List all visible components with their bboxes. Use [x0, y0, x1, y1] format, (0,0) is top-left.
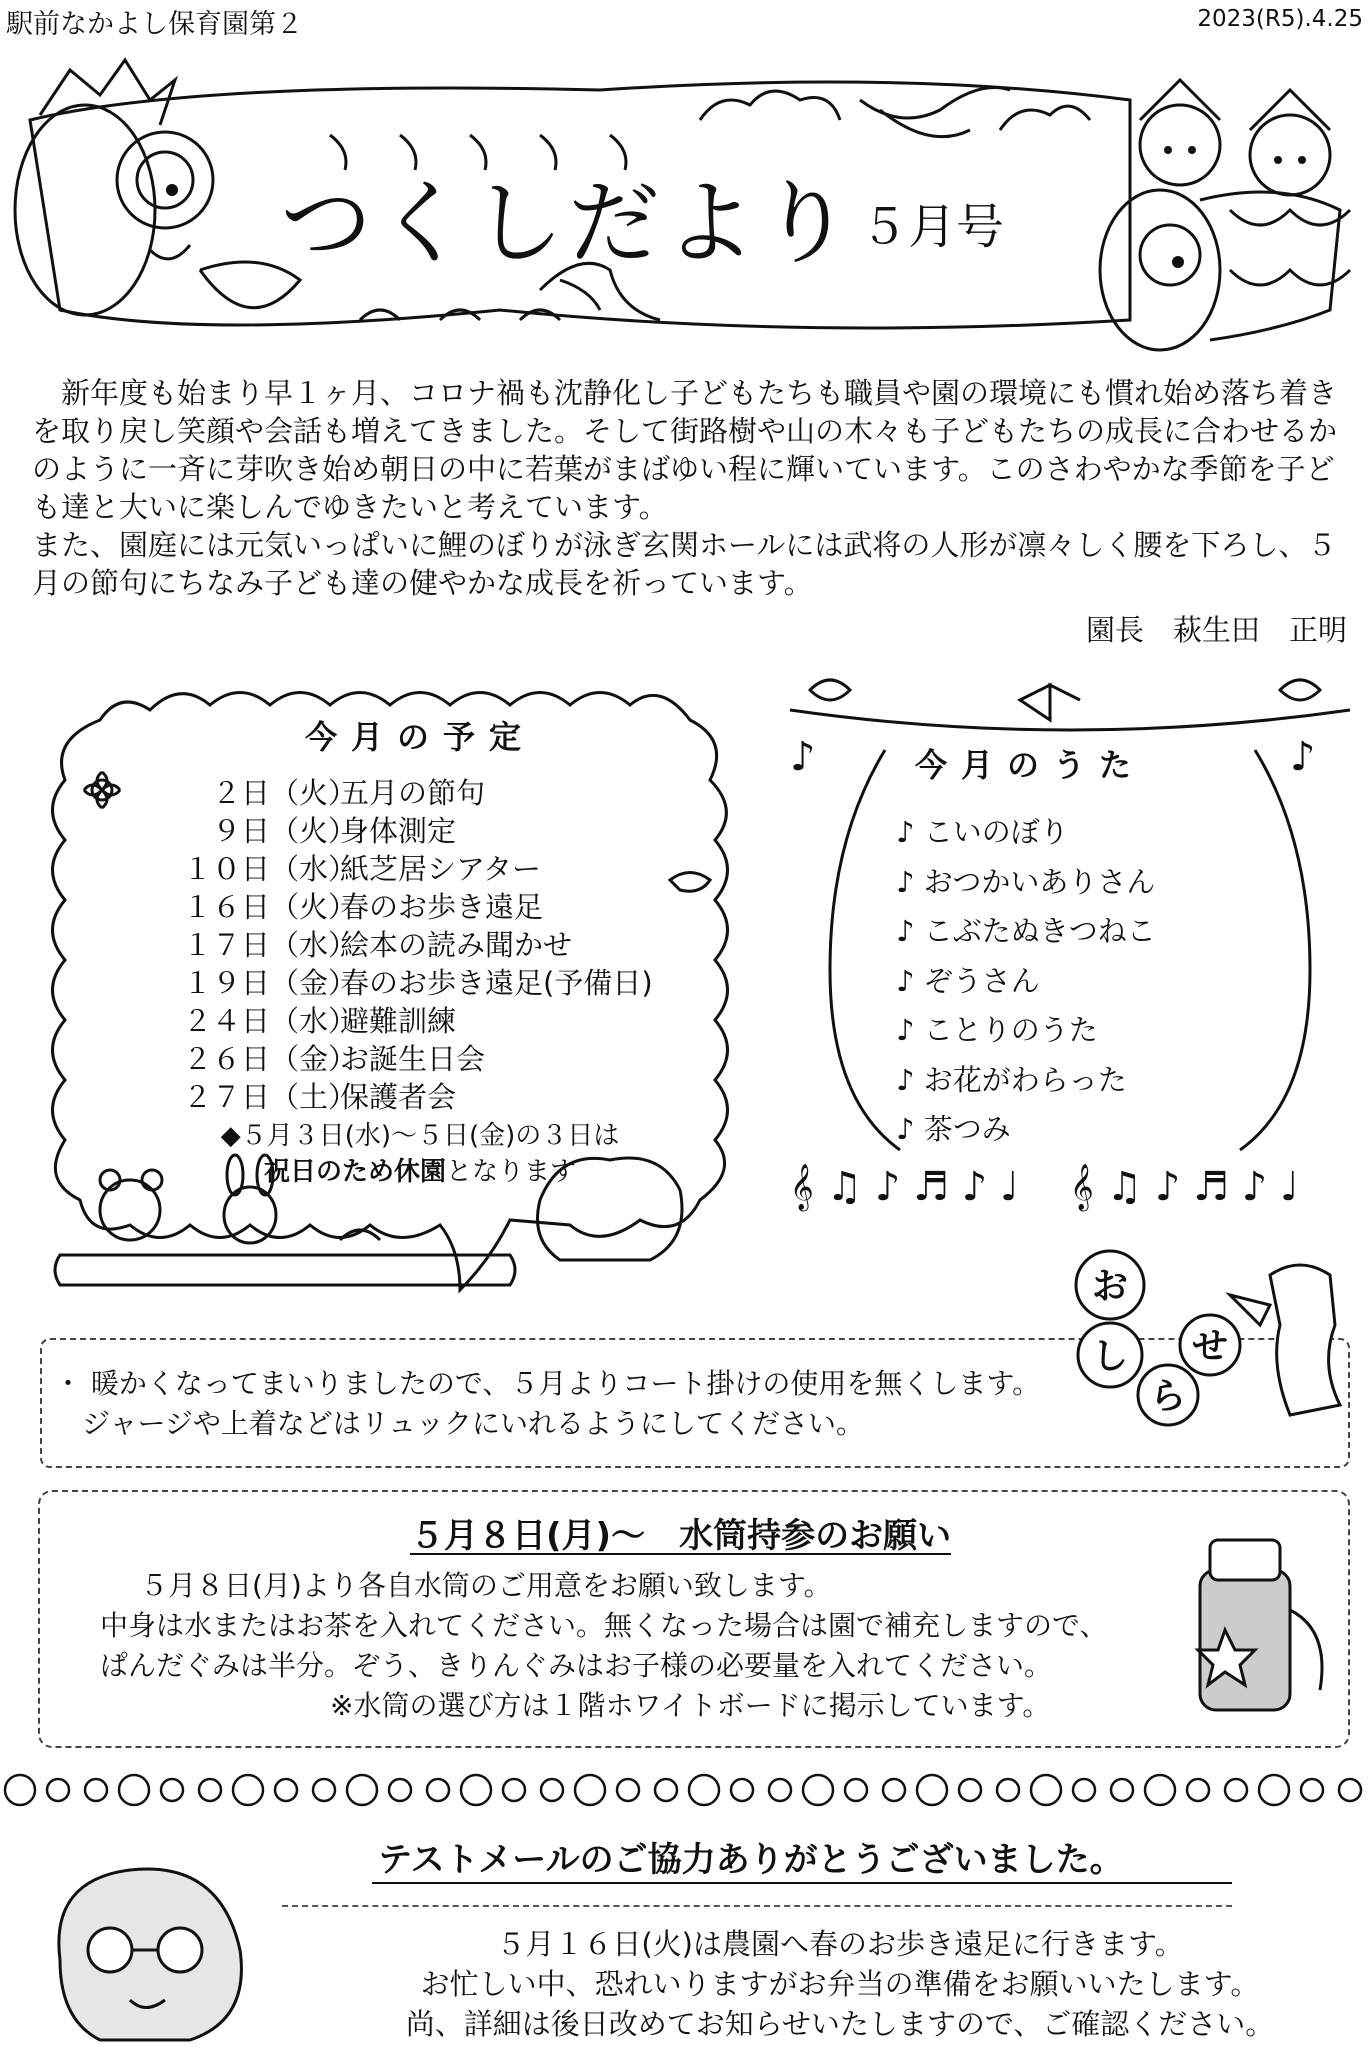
face-icon [845, 1779, 867, 1801]
intro-paragraph-2: また、園庭には元気いっぱいに鯉のぼりが泳ぎ玄関ホールには武将の人形が凛々しく腰を下ろし、５月の節句にちなみ子ども達の健やかな成長を祈っています。 [32, 528, 1337, 600]
mail-divider [282, 1905, 1232, 1907]
face-icon [1301, 1779, 1323, 1801]
face-icon [119, 1775, 149, 1805]
list-item: ２７日 （土） 保護者会 [182, 1080, 457, 1114]
face-icon [997, 1779, 1019, 1801]
face-icon [161, 1779, 183, 1801]
face-icon [1031, 1775, 1061, 1805]
list-item: ２日 （火） 五月の節句 [211, 776, 486, 810]
intro-text [32, 374, 1352, 602]
issue-label: ５月号 [860, 199, 1005, 255]
school-name: 駅前なかよし保育園第２ [6, 9, 303, 40]
notice-badge-3: ら [1149, 1376, 1187, 1417]
face-icon [233, 1775, 263, 1805]
face-icon [617, 1779, 639, 1801]
list-item: １９日 （金） 春のお歩き遠足(予備日) [182, 966, 653, 1000]
face-icon [541, 1779, 563, 1801]
list-item: ♪ ことりのうた [896, 1013, 1098, 1047]
face-icon [655, 1779, 677, 1801]
list-item: ♪ こいのぼり [896, 815, 1069, 849]
list-item: ２６日 （金） お誕生日会 [182, 1042, 486, 1076]
svg-text:𝄞 ♫ ♪ ♬ ♪ ♩: 𝄞 ♫ ♪ ♬ ♪ ♩ [790, 1164, 1019, 1210]
holiday-note-bold: 祝日のため休園 [263, 1157, 446, 1187]
water-body: ５月８日(月)より各自水筒のご用意をお願い致します。 中身は水またはお茶を入れてください。無くなった場合は園で補充しますので、 ぱんだぐみは半分。ぞう、きりんぐみはお子様の必要量を入れてください。 ※水筒の選び方は１階ホワイトボードに掲示しています。 [100, 1569, 1108, 1722]
list-item: ９日 （火） 身体測定 [211, 814, 457, 848]
face-icon [389, 1779, 411, 1801]
principal-portrait-illustration [40, 1840, 270, 2050]
schedule-list [160, 774, 653, 1116]
face-icon [1339, 1779, 1361, 1801]
list-item: ♪ 茶つみ [896, 1112, 1011, 1146]
face-icon [1073, 1779, 1095, 1801]
water-bottle-illustration [1180, 1520, 1330, 1720]
face-icon [769, 1779, 791, 1801]
mail-title: テストメールのご協力ありがとうございました。 [378, 1840, 1124, 1880]
water-title: ５月８日(月)～ 水筒持参のお願い [410, 1516, 952, 1556]
holiday-note: ◆５月３日(水)～５日(金)の３日は 祝日のため休園となります [220, 1121, 620, 1187]
svg-text:𝄞 ♫ ♪ ♬ ♪ ♩: 𝄞 ♫ ♪ ♬ ♪ ♩ [1070, 1164, 1299, 1210]
list-item: １０日 （水） 紙芝居シアター [182, 852, 541, 886]
face-icon [575, 1775, 605, 1805]
face-icon [85, 1779, 107, 1801]
face-icon [803, 1775, 833, 1805]
songs-title: 今月のうた [914, 746, 1145, 784]
notice-text: ・ 暖かくなってまいりましたので、５月よりコート掛けの使用を無くします。 ジャージや上着などはリュックにいれるようにしてください。 [54, 1367, 1041, 1440]
face-icon [275, 1779, 297, 1801]
face-icon [1111, 1779, 1133, 1801]
mail-title-underline [372, 1882, 1232, 1884]
list-item: ２４日 （水） 避難訓練 [182, 1004, 457, 1038]
face-icon [313, 1779, 335, 1801]
principal-signature: 園長 萩生田 正明 [1085, 613, 1347, 647]
issue-date: 2023(R5).4.25 [1197, 6, 1363, 32]
face-icon [917, 1775, 947, 1805]
face-icon [689, 1775, 719, 1805]
face-icon [959, 1779, 981, 1801]
list-item: １６日 （火） 春のお歩き遠足 [182, 890, 544, 924]
list-item: ♪ ぞうさん [896, 963, 1040, 998]
face-icon [1187, 1779, 1209, 1801]
svg-text:♪: ♪ [1290, 734, 1316, 780]
face-icon [1225, 1779, 1247, 1801]
schedule-title: 今月の予定 [304, 718, 535, 756]
face-icon [461, 1775, 491, 1805]
list-item: ♪ こぶたぬきつねこ [896, 914, 1156, 948]
face-icon [1145, 1775, 1175, 1805]
intro-paragraph-1: 新年度も始まり早１ヶ月、コロナ禍も沈静化し子どもたちも職員や園の環境にも慣れ始め落ち着きを取り戻し笑顔や会話も増えてきました。そして街路樹や山の木々も子どもたちの成長に合わせるかのように一斉に芽吹き始め朝日の中に若葉がまばゆい程に輝いています。このさわやかな季節を子ども達と大いに楽しんでゆきたいと考えています。 [32, 376, 1338, 524]
list-item: １７日 （水） 絵本の読み聞かせ [182, 928, 573, 962]
face-icon [427, 1779, 449, 1801]
children-faces-border [0, 1770, 1371, 1810]
face-icon [199, 1779, 221, 1801]
trumpet-dog-illustration [1060, 1245, 1360, 1435]
mail-body: ５月１６日(火)は農園へ春のお歩き遠足に行きます。 お忙しい中、恐れいりますがお弁当の準備をお願いいたします。 尚、詳細は後日改めてお知らせいたしますので、ご確認ください。 [405, 1927, 1275, 2041]
face-icon [5, 1775, 35, 1805]
face-icon [347, 1775, 377, 1805]
face-icon [883, 1779, 905, 1801]
notice-badge-2: し [1091, 1336, 1129, 1377]
newsletter-title: つくしだより [280, 170, 857, 277]
songs-list [896, 808, 1156, 1155]
face-icon [731, 1779, 753, 1801]
face-icon [503, 1779, 525, 1801]
svg-text:♪: ♪ [790, 734, 816, 780]
face-icon [1259, 1775, 1289, 1805]
notice-badge-4: せ [1191, 1326, 1229, 1367]
face-icon [47, 1779, 69, 1801]
list-item: ♪ おつかいありさん [896, 864, 1156, 899]
list-item: ♪ お花がわらった [896, 1062, 1127, 1097]
notice-badge-1: お [1091, 1266, 1129, 1307]
